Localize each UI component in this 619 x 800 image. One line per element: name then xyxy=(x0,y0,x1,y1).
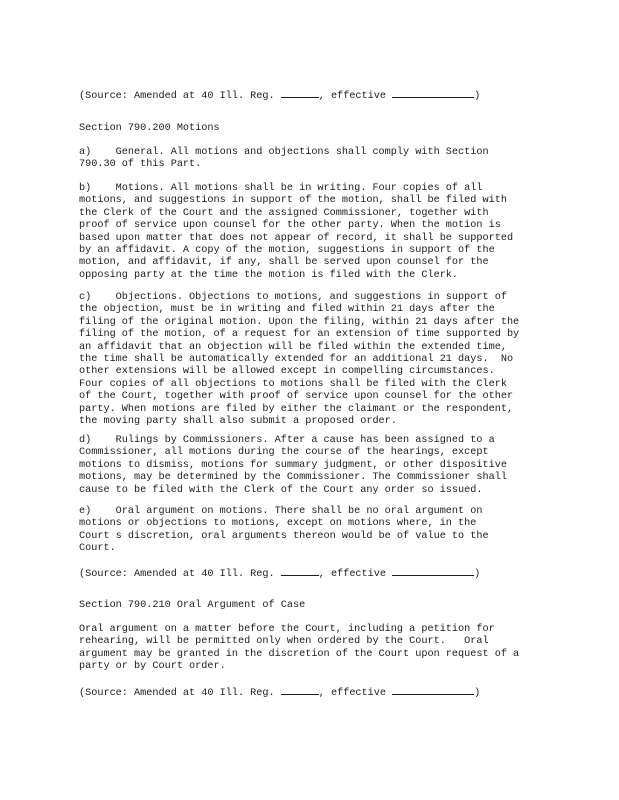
text-line: cause to be filed with the Clerk of the Court any order so issued. xyxy=(79,484,483,496)
text-line: the Clerk of the Court and the assigned Commissioner, together with xyxy=(79,207,489,219)
text-line: party. When motions are filed by either the claimant or the respondent, xyxy=(79,403,514,415)
text-line: a) General. All motions and objections shall comply with Section xyxy=(79,147,489,158)
register-blank xyxy=(281,565,319,576)
text-line: Court. xyxy=(79,543,116,555)
text-line: Commissioner, all motions during the course of the hearings, except xyxy=(79,447,489,459)
source-note-2 xyxy=(79,565,549,581)
source-note-3 xyxy=(79,684,549,700)
text-line: party or by Court order. xyxy=(79,661,226,673)
register-blank xyxy=(281,87,319,98)
text-line: Oral argument on a matter before the Court, including a petition for xyxy=(79,624,495,635)
paragraph-e xyxy=(79,506,549,556)
source-suffix: ) xyxy=(474,91,481,102)
source-mid: , effective xyxy=(318,688,393,699)
text-line: motion, and affidavit, if any, shall be served upon counsel for the xyxy=(79,257,489,269)
source-note-1 xyxy=(79,87,549,103)
paragraph-b xyxy=(79,183,549,282)
paragraph-a xyxy=(79,147,549,172)
text-line: the time shall be automatically extended for an additional 21 days. No xyxy=(79,354,514,366)
text-line: proof of service upon counsel for the other party. When the motion is xyxy=(79,220,501,232)
source-suffix: ) xyxy=(474,688,481,699)
text-line: based upon matter that does not appear of record, it shall be supported xyxy=(79,232,514,244)
source-suffix: ) xyxy=(474,569,481,580)
source-prefix: (Source: Amended at 40 Ill. Reg. xyxy=(79,688,281,699)
text-line: an affidavit that an objection will be filed within the extended time, xyxy=(79,341,507,353)
text-line: Four copies of all objections to motions shall be filed with the Clerk xyxy=(79,378,507,390)
text-line: rehearing, will be permitted only when ordered by the Court. Oral xyxy=(79,636,489,648)
text-line: motions, may be determined by the Commissioner. The Commissioner shall xyxy=(79,472,507,484)
text-line: opposing party at the time the motion is filed with the Clerk. xyxy=(79,269,459,281)
effective-date-blank xyxy=(392,565,474,576)
text-line: of the Court, together with proof of service upon counsel for the other xyxy=(79,391,514,403)
paragraph-c xyxy=(79,292,549,428)
text-line: the objection, must be in writing and filed within 21 days after the xyxy=(79,304,495,316)
text-line: motions, and suggestions in support of the motion, shall be filed with xyxy=(79,195,507,207)
text-line: motions to dismiss, motions for summary judgment, or other dispositive xyxy=(79,459,507,471)
source-prefix: (Source: Amended at 40 Ill. Reg. xyxy=(79,569,281,580)
text-line: the moving party shall also submit a proposed order. xyxy=(79,416,397,428)
text-line: motions or objections to motions, except on motions where, in the xyxy=(79,518,477,530)
effective-date-blank xyxy=(392,87,474,98)
section-790-210-heading: Section 790.210 Oral Argument of Case xyxy=(79,600,306,611)
text-line: filing of the original motion. Upon the filing, within 21 days after the xyxy=(79,316,520,328)
text-line: Court s discretion, oral arguments thereon would be of value to the xyxy=(79,530,489,542)
text-line: e) Oral argument on motions. There shall be no oral argument on xyxy=(79,506,483,517)
paragraph-d xyxy=(79,435,549,497)
register-blank xyxy=(281,684,319,695)
source-mid: , effective xyxy=(318,569,393,580)
effective-date-blank xyxy=(392,684,474,695)
text-line: by an affidavit. A copy of the motion, suggestions in support of the xyxy=(79,245,495,257)
text-line: argument may be granted in the discretion of the Court upon request of a xyxy=(79,648,520,660)
text-line: 790.30 of this Part. xyxy=(79,159,202,171)
text-line: filing of the motion, of a request for an extension of time supported by xyxy=(79,329,520,341)
source-prefix: (Source: Amended at 40 Ill. Reg. xyxy=(79,91,281,102)
section-790-200-heading: Section 790.200 Motions xyxy=(79,123,220,134)
source-mid: , effective xyxy=(318,91,393,102)
text-line: b) Motions. All motions shall be in writing. Four copies of all xyxy=(79,183,483,194)
section-790-210-body xyxy=(79,624,549,674)
text-line: c) Objections. Objections to motions, and suggestions in support of xyxy=(79,292,507,303)
text-line: d) Rulings by Commissioners. After a cause has been assigned to a xyxy=(79,435,495,446)
text-line: other extensions will be allowed except in compelling circumstances. xyxy=(79,366,495,378)
